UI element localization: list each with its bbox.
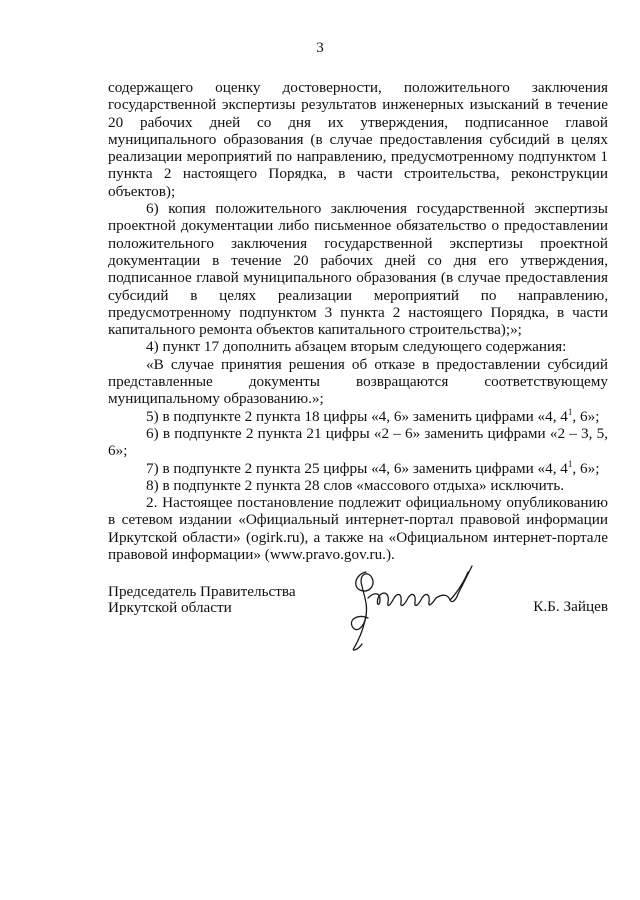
- handwritten-signature: [346, 564, 496, 654]
- paragraph-item-6: 6) копия положительного заключения государственной экспертизы проектной документации либо письменное обязательство о предоставлении положительного заключения государственной экспертизы проектной документации в течение 20 рабочих дней со дня его утверждения, подписанное главой муниципального образования (в случае предоставления субсидий в целях реализации мероприятий по направлению, предусмотренному подпунктом 3 пункта 2 настоящего Порядка, в части капитального ремонта объектов капитального строительства);»;: [108, 200, 608, 339]
- paragraph-publication: 2. Настоящее постановление подлежит официальному опубликованию в сетевом издании «Официальный интернет-портал правовой информации Иркутской области» (ogirk.ru), а также на «Официальном интернет-портале правовой информации» (www.pravo.gov.ru.).: [108, 494, 608, 564]
- paragraph-quote: «В случае принятия решения об отказе в предоставлении субсидий представленные документы возвращаются соответствующему муниципальному образованию.»;: [108, 355, 608, 408]
- paragraph-item-6-digits: 6) в подпункте 2 пункта 21 цифры «2 – 6» заменить цифрами «2 – 3, 5, 6»;: [108, 424, 608, 460]
- paragraph-item-8: 8) в подпункте 2 пункта 28 слов «массового отдыха» исключить.: [146, 476, 565, 494]
- page-number: 3: [316, 40, 324, 56]
- signature-block: [108, 580, 608, 660]
- signatory-name: К.Б. Зайцев: [533, 598, 608, 615]
- document-body: [108, 79, 608, 563]
- paragraph-item-5: 5) в подпункте 2 пункта 18 цифры «4, 6» заменить цифрами «4, $4^1$, 6»;: [146, 406, 600, 425]
- superscript-digit: 1: [567, 406, 573, 417]
- superscript-digit: 1: [567, 458, 573, 469]
- paragraph-continuation: содержащего оценку достоверности, положительного заключения государственной экспертизы результатов инженерных изысканий в течение 20 рабочих дней со дня их утверждения, подписанное главой муниципального образования (в случае предоставления субсидий в целях реализации мероприятий по направлению, предусмотренному подпунктом 1 пункта 2 настоящего Порядка, в части строительства, реконструкции объектов);: [108, 79, 608, 200]
- signatory-title-line1: Председатель Правительства: [108, 583, 296, 600]
- paragraph-item-7: 7) в подпункте 2 пункта 25 цифры «4, 6» заменить цифрами «4, $4^1$, 6»;: [146, 458, 600, 477]
- signatory-title: [108, 584, 296, 616]
- paragraph-item-4: 4) пункт 17 дополнить абзацем вторым следующего содержания:: [146, 338, 567, 356]
- signatory-title-line2: Иркутской области: [108, 599, 232, 616]
